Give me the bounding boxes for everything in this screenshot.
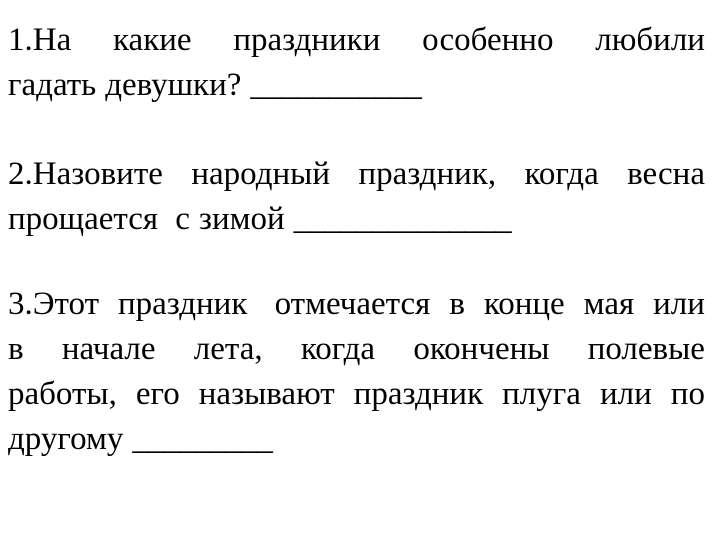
question-1-line-2 xyxy=(8,63,705,108)
word: весна xyxy=(627,156,705,192)
word: другому xyxy=(8,421,124,457)
word: праздник, xyxy=(358,156,497,192)
question-2-line-1 xyxy=(8,152,705,197)
word: его xyxy=(135,376,180,412)
word: девушки? xyxy=(105,67,242,103)
word: 1.На xyxy=(8,22,72,58)
word: плуга xyxy=(502,376,581,412)
word: или xyxy=(653,286,705,322)
word: народный xyxy=(191,156,330,192)
answer-blank: _________ xyxy=(132,421,272,457)
question-3-line-3 xyxy=(8,372,705,417)
question-1 xyxy=(8,18,705,108)
word: мая xyxy=(583,286,635,322)
question-2 xyxy=(8,152,705,242)
question-2-line-2 xyxy=(8,197,705,242)
word: по xyxy=(670,376,705,412)
word: в xyxy=(449,286,465,322)
word: прощается xyxy=(8,201,159,237)
word: праздники xyxy=(233,22,381,58)
word: когда xyxy=(300,331,376,367)
word: конце xyxy=(483,286,565,322)
answer-blank: ______________ xyxy=(293,201,511,237)
word: лета, xyxy=(193,331,263,367)
word: зимой xyxy=(198,201,285,237)
word: называют xyxy=(198,376,335,412)
question-3-line-2 xyxy=(8,327,705,372)
word: праздник xyxy=(117,286,248,322)
word: начале xyxy=(61,331,156,367)
word: любили xyxy=(595,22,705,58)
word: особенно xyxy=(422,22,554,58)
question-3-line-4 xyxy=(8,417,705,462)
word: праздник xyxy=(353,376,484,412)
word: работы, xyxy=(8,376,117,412)
word: 2.Назовите xyxy=(8,156,163,192)
word: полевые xyxy=(587,331,705,367)
question-3 xyxy=(8,282,705,462)
question-3-line-1 xyxy=(8,282,705,327)
word: отмечается xyxy=(266,286,431,322)
word: окончены xyxy=(413,331,550,367)
word: гадать xyxy=(8,67,97,103)
word: или xyxy=(599,376,652,412)
word: какие xyxy=(113,22,192,58)
word: когда xyxy=(524,156,599,192)
answer-blank: ___________ xyxy=(250,67,421,103)
word: с xyxy=(167,201,190,237)
word: 3.Этот xyxy=(8,286,100,322)
word: в xyxy=(8,331,24,367)
question-1-line-1 xyxy=(8,18,705,63)
